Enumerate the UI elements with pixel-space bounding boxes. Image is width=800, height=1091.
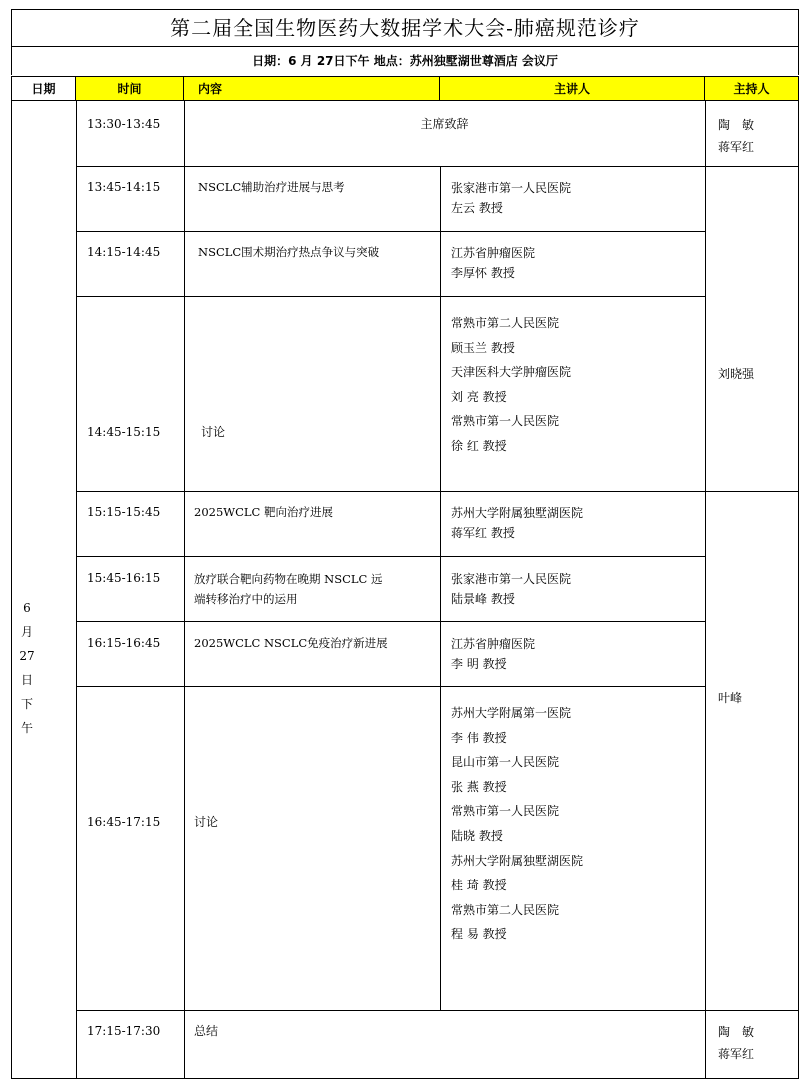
speaker-line: 苏州大学附属第一医院 <box>451 706 572 720</box>
content-cell: NSCLC辅助治疗进展与思考 <box>198 180 345 194</box>
host-name: 蒋军红 <box>718 140 755 154</box>
speaker-line: 李 伟 教授 <box>451 730 507 745</box>
page-subtitle: 日期：6 月 27日下午 地点：苏州独墅湖世尊酒店 会议厅 <box>11 47 799 75</box>
host-cell: 刘晓强 <box>718 367 755 381</box>
header-date: 日期 <box>11 76 76 101</box>
speaker-cell <box>451 178 571 218</box>
time-cell: 16:15-16:45 <box>87 636 161 650</box>
time-cell: 13:30-13:45 <box>87 117 161 131</box>
speaker-line: 刘 亮 教授 <box>451 389 507 404</box>
grid-line <box>76 491 799 492</box>
content-line: 放疗联合靶向药物在晚期 NSCLC 远 <box>194 572 383 586</box>
speaker-cell <box>451 634 535 674</box>
grid-line <box>76 686 705 687</box>
time-cell: 14:15-14:45 <box>87 245 161 259</box>
speaker-cell <box>451 311 571 459</box>
speaker-line: 昆山市第一人民医院 <box>451 755 560 770</box>
time-cell: 15:45-16:15 <box>87 571 161 585</box>
header-host: 主持人 <box>705 76 799 101</box>
host-name: 陶 敏 <box>718 1025 755 1039</box>
grid-line <box>76 1010 799 1011</box>
speaker-line: 桂 琦 教授 <box>451 878 507 893</box>
speaker-line: 顾玉兰 教授 <box>451 340 515 355</box>
host-name: 陶 敏 <box>718 118 755 132</box>
grid-line <box>11 101 12 1079</box>
date-char: 6 <box>23 601 31 615</box>
speaker-line: 常熟市第一人民医院 <box>451 414 560 429</box>
time-cell: 14:45-15:15 <box>87 425 161 439</box>
speaker-cell <box>451 701 583 947</box>
grid-line <box>76 296 705 297</box>
speaker-line: 苏州大学附属独墅湖医院 <box>451 506 584 520</box>
speaker-line: 常熟市第二人民医院 <box>451 902 560 917</box>
date-char: 日 <box>20 673 33 687</box>
host-cell <box>718 1021 754 1065</box>
grid-line <box>11 1078 799 1079</box>
speaker-line: 江苏省肿瘤医院 <box>451 637 536 651</box>
speaker-line: 徐 红 教授 <box>451 438 507 453</box>
grid-line <box>440 166 441 1010</box>
speaker-line: 张家港市第一人民医院 <box>451 572 572 586</box>
grid-line <box>76 166 799 167</box>
time-cell: 15:15-15:45 <box>87 505 161 519</box>
content-cell: NSCLC围术期治疗热点争议与突破 <box>198 245 380 259</box>
speaker-line: 天津医科大学肿瘤医院 <box>451 365 572 380</box>
grid-line <box>76 556 705 557</box>
content-cell <box>194 569 383 609</box>
speaker-line: 左云 教授 <box>451 201 503 215</box>
content-line: 端转移治疗中的运用 <box>194 592 298 606</box>
time-cell: 13:45-14:15 <box>87 180 161 194</box>
speaker-line: 江苏省肿瘤医院 <box>451 246 536 260</box>
content-cell: 讨论 <box>194 815 219 829</box>
content-cell: 主席致辞 <box>420 117 469 131</box>
speaker-line: 程 易 教授 <box>451 927 507 942</box>
grid-line <box>184 101 185 1079</box>
page-title: 第二届全国生物医药大数据学术大会-肺癌规范诊疗 <box>11 9 799 47</box>
header-content: 内容 <box>184 76 440 101</box>
date-cell <box>19 596 35 740</box>
speaker-line: 陆景峰 教授 <box>451 592 515 606</box>
grid-line <box>76 231 705 232</box>
speaker-line: 张家港市第一人民医院 <box>451 181 572 195</box>
host-cell: 叶峰 <box>718 691 743 705</box>
speaker-line: 张 燕 教授 <box>451 779 507 794</box>
speaker-line: 常熟市第一人民医院 <box>451 804 560 819</box>
speaker-cell <box>451 243 535 283</box>
speaker-line: 陆晓 教授 <box>451 828 503 843</box>
date-char: 月 <box>20 625 33 639</box>
speaker-line: 李 明 教授 <box>451 657 507 671</box>
date-char: 27 <box>19 649 35 663</box>
date-char: 午 <box>20 721 33 735</box>
time-cell: 17:15-17:30 <box>87 1024 161 1038</box>
date-char: 下 <box>20 697 33 711</box>
host-cell <box>718 114 754 158</box>
speaker-line: 苏州大学附属独墅湖医院 <box>451 853 584 868</box>
speaker-line: 李厚怀 教授 <box>451 266 515 280</box>
speaker-cell <box>451 503 583 543</box>
grid-line <box>76 621 705 622</box>
grid-line <box>705 101 706 1079</box>
speaker-line: 蒋军红 教授 <box>451 526 515 540</box>
grid-line <box>76 101 77 1079</box>
header-speaker: 主讲人 <box>440 76 705 101</box>
speaker-line: 常熟市第二人民医院 <box>451 316 560 330</box>
speaker-cell <box>451 569 571 609</box>
header-time: 时间 <box>76 76 184 101</box>
content-cell: 2025WCLC NSCLC免疫治疗新进展 <box>194 636 388 650</box>
host-name: 蒋军红 <box>718 1047 755 1061</box>
time-cell: 16:45-17:15 <box>87 815 161 829</box>
content-cell: 2025WCLC 靶向治疗进展 <box>194 505 333 519</box>
grid-line <box>798 101 799 1079</box>
content-cell: 讨论 <box>201 425 226 439</box>
content-cell: 总结 <box>194 1024 219 1038</box>
